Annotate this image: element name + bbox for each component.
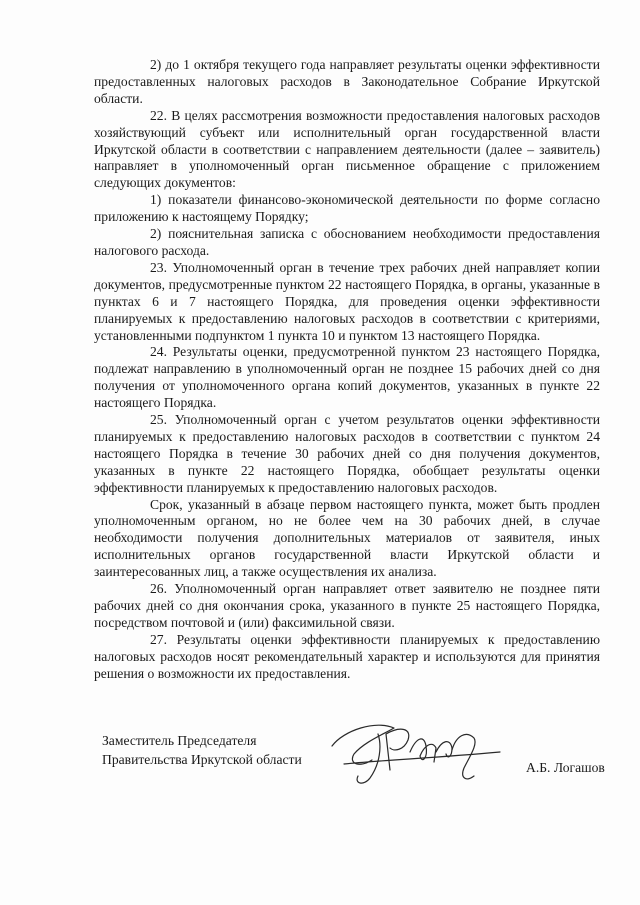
paragraph-23: 23. Уполномоченный орган в течение трех рабочих дней направляет копии документов, предусмотренные пунктом 22 настоящего Порядка, в органы, указанные в пунктах 6 и 7 настоящего Порядка, для проведения оценки эффективности планируемых к предоставлению налоговых расходов в соответствии с критериями, установленными подпунктом 1 пункта 10 и пунктом 13 настоящего Порядка. — [94, 259, 600, 343]
paragraph-22-item-2: 2) пояснительная записка с обоснованием необходимости предоставления налогового расхода. — [94, 226, 600, 258]
signatory-name: А.Б. Логашов — [526, 760, 605, 775]
handwritten-signature — [324, 712, 504, 792]
paragraph-27: 27. Результаты оценки эффективности планируемых к предоставлению налоговых расходов носят рекомендательный характер и используются для принятия решения о возможности их предоставления. — [94, 631, 600, 681]
signatory-position — [102, 731, 302, 769]
paragraph-26: 26. Уполномоченный орган направляет ответ заявителю не позднее пяти рабочих дней со дня окончания срока, указанного в пункте 25 настоящего Порядка, посредством почтовой и (или) факсимильной связи. — [94, 581, 600, 630]
paragraph-22-item-1: 1) показатели финансово-экономической деятельности по форме согласно приложению к настоящему Порядку; — [94, 192, 600, 225]
paragraph-25-part-2: Срок, указанный в абзаце первом настоящего пункта, может быть продлен уполномоченным органом, но не более чем на 30 рабочих дней, в случае необходимости получения дополнительных материалов от заявителя, иных исполнительных органов государственной власти Иркутской области и заинтересованных лиц, а также осуществления их анализа. — [94, 496, 600, 580]
paragraph-22: 22. В целях рассмотрения возможности предоставления налоговых расходов хозяйствующий субъект или исполнительный орган государственной власти Иркутской области в соответствии с направлением деятельности (далее – заявитель) направляет в уполномоченный орган письменное обращение с приложением следующих документов: — [94, 107, 600, 191]
document-body — [94, 57, 600, 683]
paragraph-24: 24. Результаты оценки, предусмотренной пунктом 23 настоящего Порядка, подлежат направлению в уполномоченный орган не позднее 15 рабочих дней со дня получения от уполномоченного органа копий документов, указанных в пункте 22 настоящего Порядка. — [94, 344, 600, 411]
signatory-position-line-2: Правительства Иркутской области — [102, 752, 302, 767]
paragraph-item-2: 2) до 1 октября текущего года направляет результаты оценки эффективности предоставленных налоговых расходов в Законодательное Собрание Иркутской области. — [94, 57, 600, 106]
signatory-position-line-1: Заместитель Председателя — [102, 733, 257, 748]
paragraph-25: 25. Уполномоченный орган с учетом результатов оценки эффективности планируемых к предоставлению налоговых расходов в соответствии с пунктом 24 настоящего Порядка в течение 30 рабочих дней со дня получения документов, указанных в пункте 22 настоящего Порядка, обобщает результаты оценки эффективности планируемых к предоставлению налоговых расходов. — [94, 412, 600, 495]
